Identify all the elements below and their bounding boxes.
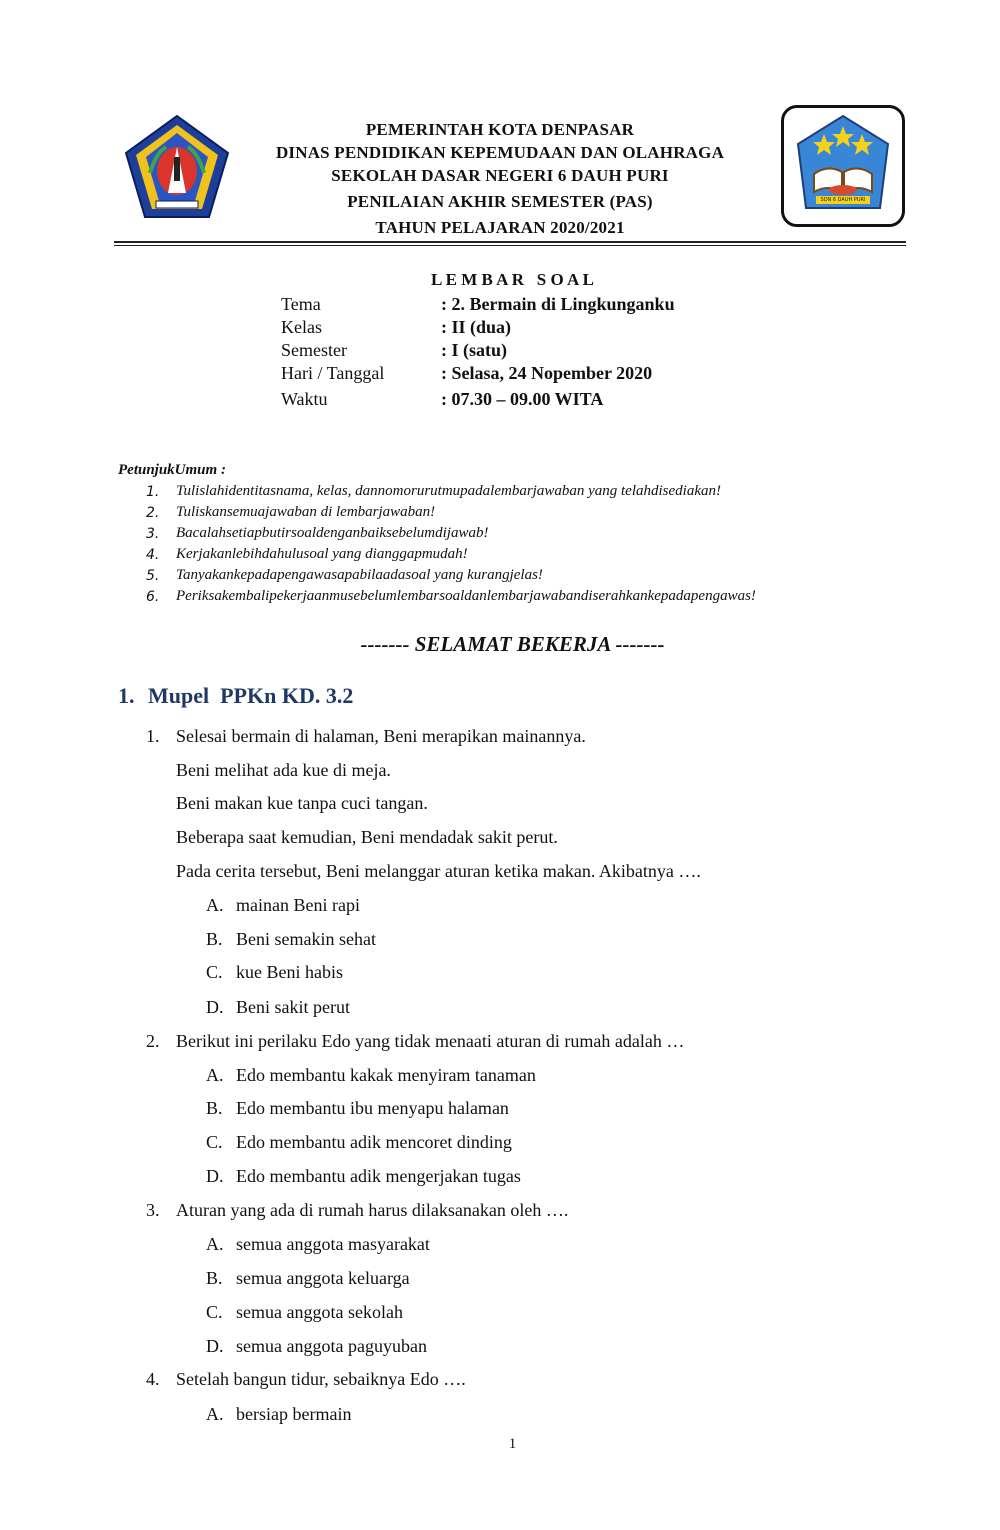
option-text: kue Beni habis	[236, 962, 343, 982]
option-text: Edo membantu ibu menyapu halaman	[236, 1098, 509, 1118]
meta-value-class: : II (dua)	[441, 317, 512, 337]
instruction-item: Tuliskansemuajawaban di lembarjawaban!	[176, 504, 436, 520]
instruction-item: Bacalahsetiapbutirsoaldenganbaiksebelumdijawab!	[176, 525, 489, 541]
option-letter: B.	[206, 929, 223, 949]
meta-value-semester: : I (satu)	[441, 340, 507, 360]
option-letter: D.	[206, 1336, 224, 1356]
instruction-number: 6.	[146, 589, 160, 605]
instruction-number: 4.	[146, 547, 160, 563]
question-number: 4.	[146, 1369, 160, 1389]
meta-value-time: : 07.30 – 09.00 WITA	[441, 389, 604, 409]
option-text: bersiap bermain	[236, 1404, 352, 1424]
header-exam: PENILAIAN AKHIR SEMESTER (PAS)	[347, 192, 653, 211]
section-title: Mupel PPKn KD. 3.2	[148, 683, 354, 708]
option-letter: D.	[206, 1166, 224, 1186]
section-number: 1.	[118, 683, 135, 708]
instruction-number: 5.	[146, 568, 160, 584]
option-letter: C.	[206, 1132, 223, 1152]
header-department: DINAS PENDIDIKAN KEPEMUDAAN DAN OLAHRAGA	[275, 143, 725, 162]
option-letter: B.	[206, 1268, 223, 1288]
option-letter: A.	[206, 1234, 224, 1254]
option-letter: D.	[206, 997, 224, 1017]
meta-label-semester: Semester	[281, 340, 347, 360]
meta-label-theme: Tema	[281, 294, 321, 314]
question-text: Berikut ini perilaku Edo yang tidak menaati aturan di rumah adalah …	[176, 1031, 685, 1051]
header-rule-thin	[114, 245, 906, 246]
school-logo	[781, 105, 905, 227]
option-text: Edo membantu kakak menyiram tanaman	[236, 1065, 536, 1085]
greeting-banner: ------- SELAMAT BEKERJA -------	[360, 632, 665, 656]
option-letter: A.	[206, 1404, 224, 1424]
school-logo-caption: SDN 6 DAUH PURI	[816, 196, 870, 204]
instruction-item: Periksakembalipekerjaanmusebelumlembarsoaldanlembarjawabandiserahkankepadapengawas!	[176, 588, 756, 604]
option-text: semua anggota paguyuban	[236, 1336, 427, 1356]
option-letter: A.	[206, 895, 224, 915]
meta-label-time: Waktu	[281, 389, 328, 409]
header-rule-thick	[114, 241, 906, 243]
instruction-item: Tulislahidentitasnama, kelas, dannomorurutmupadalembarjawaban yang telahdisediakan!	[176, 483, 721, 499]
question-text: Beberapa saat kemudian, Beni mendadak sakit perut.	[176, 827, 558, 847]
option-text: semua anggota sekolah	[236, 1302, 403, 1322]
question-number: 2.	[146, 1031, 160, 1051]
header-government: PEMERINTAH KOTA DENPASAR	[365, 120, 635, 139]
meta-label-date: Hari / Tanggal	[281, 363, 385, 383]
option-text: Beni semakin sehat	[236, 929, 376, 949]
instruction-number: 2.	[146, 505, 160, 521]
option-text: mainan Beni rapi	[236, 895, 360, 915]
question-text: Beni makan kue tanpa cuci tangan.	[176, 793, 428, 813]
instruction-number: 3.	[146, 526, 160, 542]
instruction-number: 1.	[146, 484, 160, 500]
instruction-item: Tanyakankepadapengawasapabilaadasoal yang kurangjelas!	[176, 567, 543, 583]
option-letter: C.	[206, 1302, 223, 1322]
option-text: Beni sakit perut	[236, 997, 350, 1017]
option-letter: A.	[206, 1065, 224, 1085]
option-letter: B.	[206, 1098, 223, 1118]
question-text: Selesai bermain di halaman, Beni merapikan mainannya.	[176, 726, 586, 746]
worksheet-title: L E M B A R S O A L	[431, 270, 594, 289]
instruction-item: Kerjakanlebihdahulusoal yang dianggapmudah!	[176, 546, 468, 562]
header-school: SEKOLAH DASAR NEGERI 6 DAUH PURI	[331, 166, 669, 185]
question-number: 1.	[146, 726, 160, 746]
question-number: 3.	[146, 1200, 160, 1220]
question-text: Beni melihat ada kue di meja.	[176, 760, 391, 780]
option-letter: C.	[206, 962, 223, 982]
question-text: Pada cerita tersebut, Beni melanggar aturan ketika makan. Akibatnya ….	[176, 861, 701, 881]
meta-value-theme: : 2. Bermain di Lingkunganku	[441, 294, 675, 314]
option-text: Edo membantu adik mencoret dinding	[236, 1132, 512, 1152]
page-number: 1	[508, 1436, 517, 1452]
question-text: Setelah bangun tidur, sebaiknya Edo ….	[176, 1369, 466, 1389]
instructions-heading: PetunjukUmum :	[118, 462, 226, 478]
meta-value-date: : Selasa, 24 Nopember 2020	[441, 363, 653, 383]
option-text: Edo membantu adik mengerjakan tugas	[236, 1166, 521, 1186]
option-text: semua anggota keluarga	[236, 1268, 410, 1288]
header-year: TAHUN PELAJARAN 2020/2021	[375, 218, 625, 237]
option-text: semua anggota masyarakat	[236, 1234, 430, 1254]
question-text: Aturan yang ada di rumah harus dilaksanakan oleh ….	[176, 1200, 569, 1220]
meta-label-class: Kelas	[281, 317, 322, 337]
